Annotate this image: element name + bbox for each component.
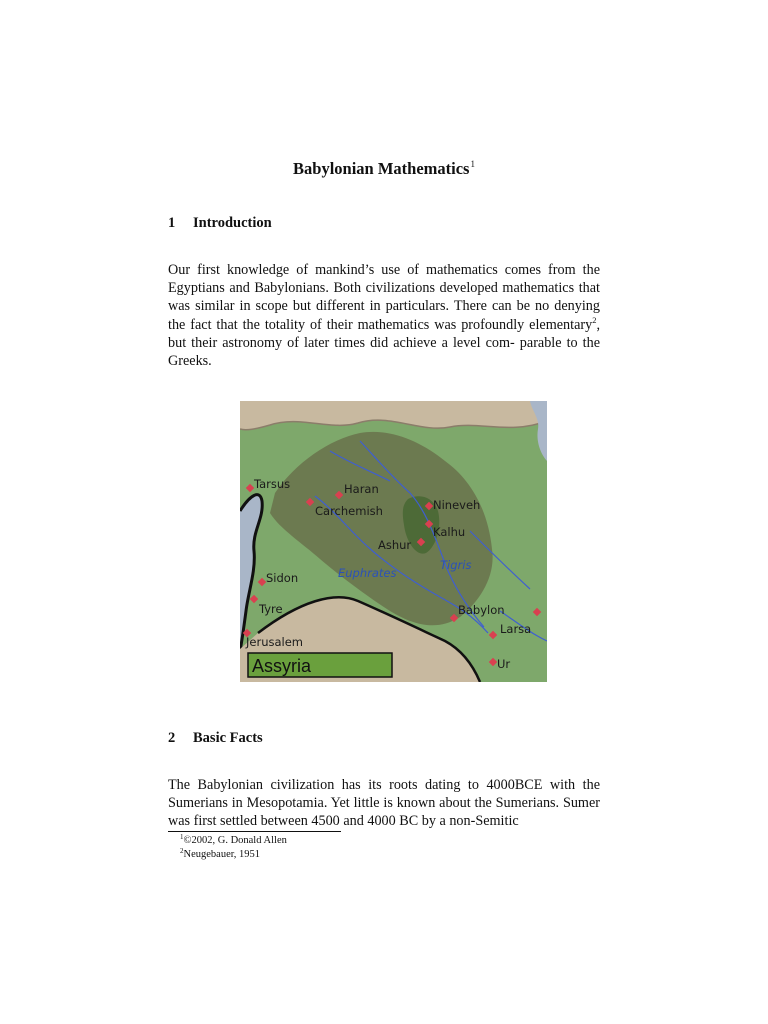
paragraph-line: Sumerians in Mesopotamia. Yet little is known about the Sumerians. <box>168 795 560 812</box>
paragraph-line: elementary <box>529 316 593 333</box>
assyria-map <box>240 401 547 682</box>
footnote-1 <box>180 835 287 847</box>
paragraph-line: Sumer was first settled between 4500 and 4000 BC by a non-Semitic <box>168 795 600 830</box>
footnote-2 <box>180 849 260 861</box>
paragraph-line: denying the fact that the totality of their mathematics was profoundly <box>168 298 600 333</box>
title-footnote-mark: 1 <box>470 159 475 169</box>
section-title: Basic Facts <box>193 730 263 746</box>
map-legend-label: Assyria <box>252 656 312 676</box>
section-number: 1 <box>168 215 176 231</box>
page-title <box>0 159 768 179</box>
city-label-babylon: Babylon <box>458 603 505 617</box>
footnote-mark: 2 <box>180 847 184 855</box>
introduction-paragraph <box>168 261 600 370</box>
city-label-tyre: Tyre <box>259 602 283 616</box>
city-label-jerusalem: Jerusalem <box>246 635 303 649</box>
city-label-larsa: Larsa <box>500 622 532 636</box>
section-title: Introduction <box>193 215 272 231</box>
footnote-text: Neugebauer, 1951 <box>183 849 261 860</box>
city-label-ashur: Ashur <box>378 538 412 552</box>
river-label-euphrates: Euphrates <box>338 566 397 580</box>
copyright-symbol: © <box>183 835 192 846</box>
footnote-mark: 1 <box>180 833 184 841</box>
page-title-text: Babylonian Mathematics <box>293 159 470 178</box>
paragraph-line: Our first knowledge of mankind’s use of mathematics comes from the <box>168 262 600 278</box>
footnote-text: 2002, G. Donald Allen <box>191 835 287 846</box>
city-label-haran: Haran <box>344 482 379 496</box>
map-graphic <box>240 401 547 682</box>
paragraph-line: , but their astronomy of later times did achieve a level com- <box>168 316 600 351</box>
footnote-rule <box>168 831 341 832</box>
city-label-ur: Ur <box>497 657 511 671</box>
city-label-nineveh: Nineveh <box>433 498 481 512</box>
city-label-kalhu: Kalhu <box>433 525 466 539</box>
basic-facts-paragraph <box>168 776 600 831</box>
section-1-heading <box>168 215 272 232</box>
paragraph-line: Egyptians and Babylonians. Both civilizations developed mathematics <box>168 280 575 297</box>
paragraph-line: The Babylonian civilization has its roots dating to 4000BCE with the <box>168 777 600 793</box>
city-label-sidon: Sidon <box>266 571 299 585</box>
paragraph-line: parable to the Greeks. <box>168 334 601 370</box>
paragraph-line: that was similar in scope but different in particulars. There can be no <box>168 280 600 315</box>
footnote-mark-2: 2 <box>592 314 597 325</box>
city-label-carchemish: Carchemish <box>315 504 383 518</box>
river-label-tigris: Tigris <box>440 558 472 572</box>
section-number: 2 <box>168 730 176 746</box>
section-2-heading <box>168 730 263 747</box>
city-label-tarsus: Tarsus <box>254 477 291 491</box>
